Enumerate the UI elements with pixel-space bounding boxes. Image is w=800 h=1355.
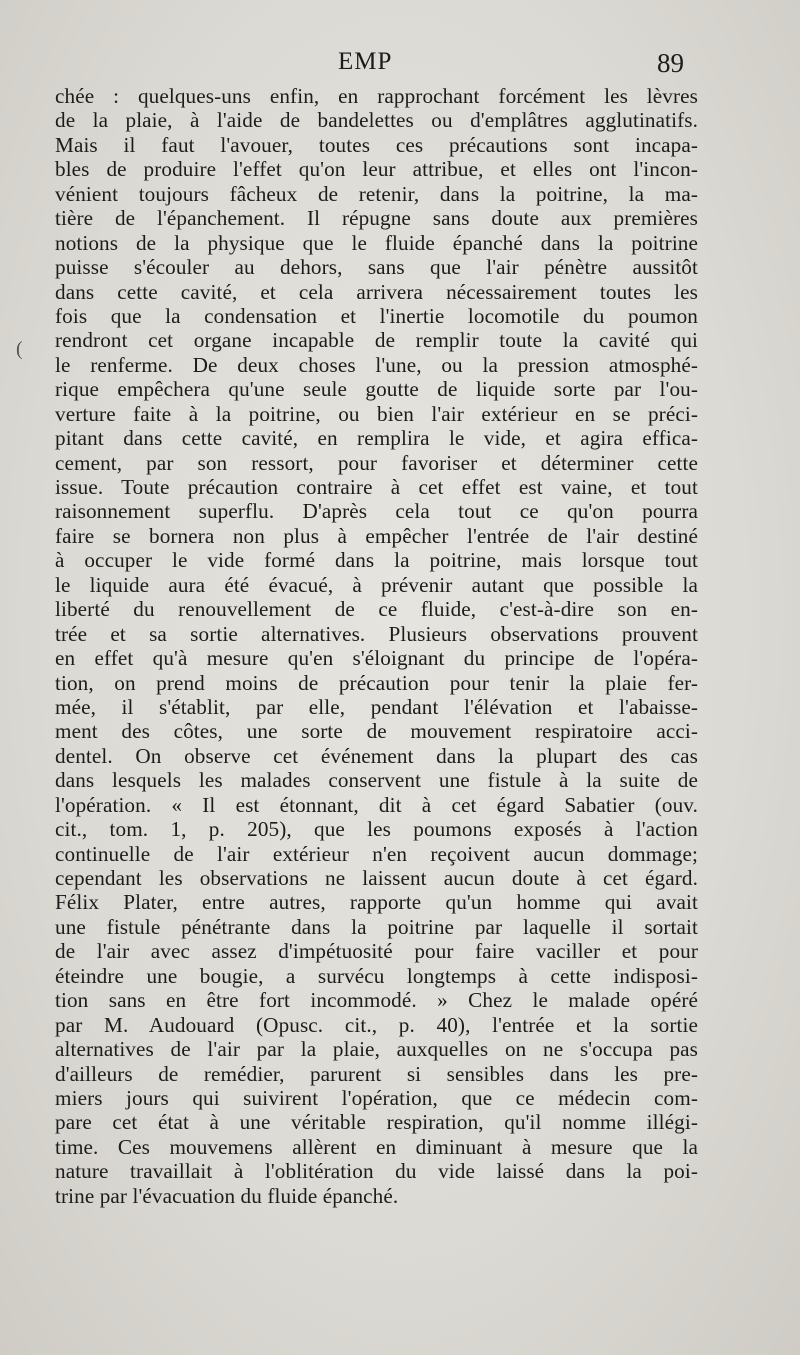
text-line: d'ailleurs de remédier, parurent si sensibles dans les pre- [55,1061,698,1086]
margin-mark: ( [16,338,23,360]
text-line: nature travaillait à l'oblitération du vide laissé dans la poi- [55,1159,698,1184]
text-line: alternatives de l'air par la plaie, auxquelles on ne s'occupa pas [55,1037,698,1062]
text-line: faire se bornera non plus à empêcher l'entrée de l'air destiné [55,523,698,548]
text-line: bles de produire l'effet qu'on leur attribue, et elles ont l'incon- [55,157,698,182]
text-line: le liquide aura été évacué, à prévenir autant que possible la [55,572,698,597]
text-line: verture faite à la poitrine, ou bien l'air extérieur en se préci- [55,401,698,426]
text-line: dans cette cavité, et cela arrivera nécessairement toutes les [55,279,698,304]
text-line: puisse s'écouler au dehors, sans que l'air pénètre aussitôt [55,255,698,280]
text-line: cependant les observations ne laissent aucun doute à cet égard. [55,866,698,890]
text-line: miers jours qui suivirent l'opération, que ce médecin com- [55,1085,698,1110]
text-line: tion, on prend moins de précaution pour tenir la plaie fer- [55,670,698,695]
text-line: le renferme. De deux choses l'une, ou la pression atmosphé- [55,352,698,377]
text-line: notions de la physique que le fluide épanché dans la poitrine [55,230,698,255]
text-line: une fistule pénétrante dans la poitrine par laquelle il sortait [55,914,698,939]
text-line: rique empêchera qu'une seule goutte de liquide sorte par l'ou- [55,377,698,402]
text-line: ment des côtes, une sorte de mouvement respiratoire acci- [55,719,698,744]
text-line: continuelle de l'air extérieur n'en reçoivent aucun dommage; [55,841,698,866]
page-number: 89 [657,48,684,78]
text-line: pare cet état à une véritable respiration, qu'il nomme illégi- [55,1110,698,1135]
text-line: éteindre une bougie, a survécu longtemps à cette indisposi- [55,963,698,988]
text-line: de l'air avec assez d'impétuosité pour faire vaciller et pour [55,939,698,964]
text-line: raisonnement superflu. D'après cela tout ce qu'on pourra [55,499,698,524]
text-line: à occuper le vide formé dans la poitrine, mais lorsque tout [55,548,698,573]
text-line: en effet qu'à mesure qu'en s'éloignant du principe de l'opéra- [55,646,698,671]
text-line: cement, par son ressort, pour favoriser et déterminer cette [55,450,698,475]
text-line: trine par l'évacuation du fluide épanché. [55,1183,399,1208]
text-line: tière de l'épanchement. Il répugne sans doute aux premières [55,206,698,231]
running-head: EMP [338,48,393,75]
text-line: Félix Plater, entre autres, rapporte qu'un homme qui avait [55,890,698,915]
text-line: liberté du renouvellement de ce fluide, c'est-à-dire son en- [55,597,698,622]
text-line: dentel. On observe cet événement dans la plupart des cas [55,743,698,768]
text-line: chée : quelques-uns enfin, en rapprochant forcément les lèvres [55,84,698,108]
text-line: issue. Toute précaution contraire à cet effet est vaine, et tout [55,475,698,499]
text-line: l'opération. « Il est étonnant, dit à cet égard Sabatier (ouv. [55,792,698,817]
text-line: de la plaie, à l'aide de bandelettes ou d'emplâtres agglutinatifs. [55,108,698,133]
text-line: pitant dans cette cavité, en remplira le vide, et agira effica- [55,426,698,451]
body-text [55,84,698,1208]
text-line: dans lesquels les malades conservent une fistule à la suite de [55,768,698,793]
text-line: rendront cet organe incapable de remplir toute la cavité qui [55,328,698,353]
text-line: par M. Audouard (Opusc. cit., p. 40), l'entrée et la sortie [55,1012,698,1037]
text-line: vénient toujours fâcheux de retenir, dans la poitrine, la ma- [55,181,698,206]
page-header [0,48,800,88]
text-line: trée et sa sortie alternatives. Plusieurs observations prouvent [55,621,698,646]
text-line: cit., tom. 1, p. 205), que les poumons exposés à l'action [55,817,698,842]
text-line: fois que la condensation et l'inertie locomotile du poumon [55,303,698,328]
text-line: tion sans en être fort incommodé. » Chez le malade opéré [55,988,698,1013]
text-line: mée, il s'établit, par elle, pendant l'élévation et l'abaisse- [55,694,698,719]
text-line: Mais il faut l'avouer, toutes ces précautions sont incapa- [55,132,698,157]
text-line: time. Ces mouvemens allèrent en diminuant à mesure que la [55,1134,698,1159]
